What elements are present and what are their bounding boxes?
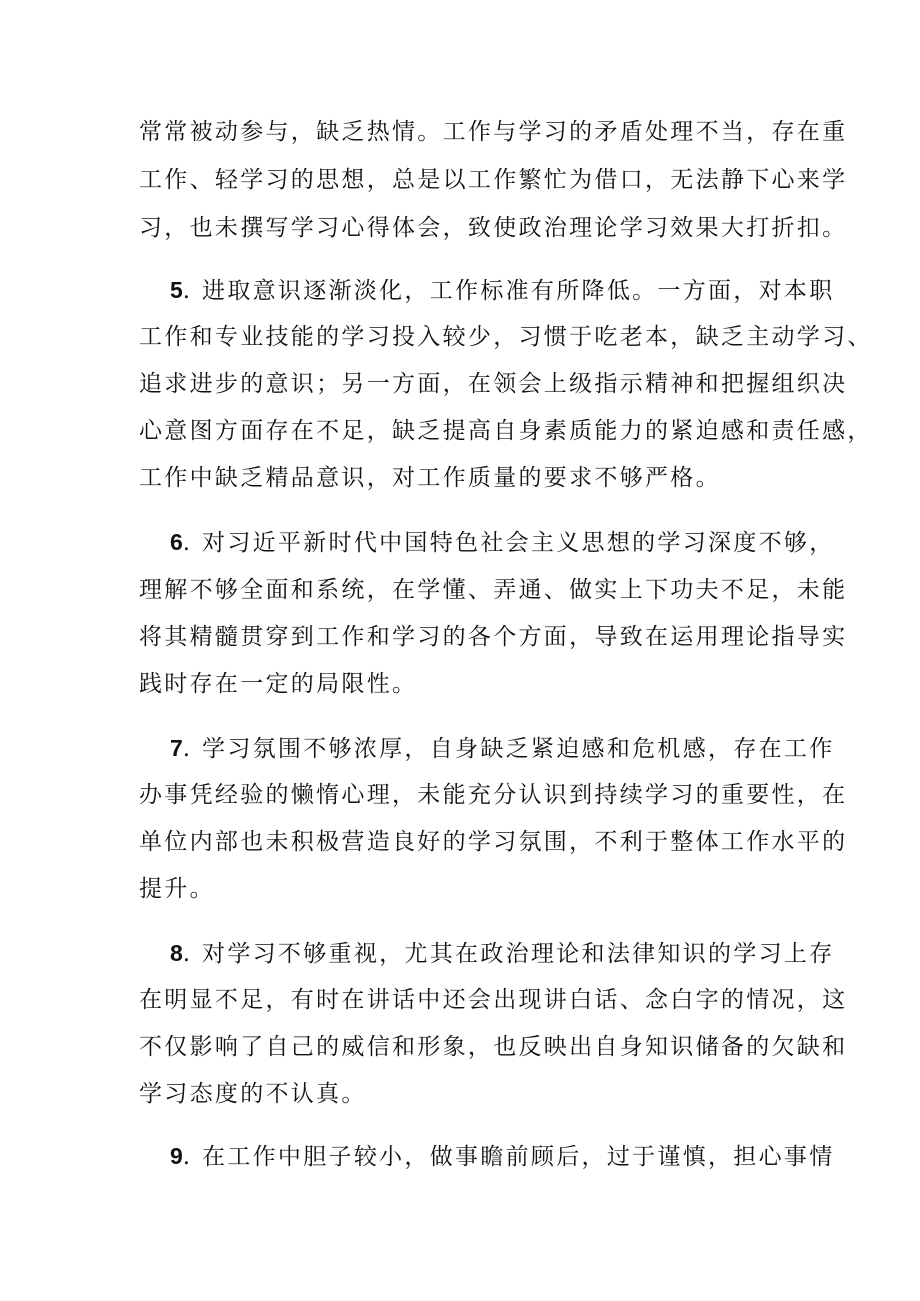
text-line: 单位内部也未积极营造良好的学习氛围，不利于整体工作水平的 <box>139 829 848 855</box>
item-7-first-line <box>170 733 835 764</box>
item-9-first-line <box>170 1141 835 1172</box>
text-line: 习，也未撰写学习心得体会，致使政治理论学习效果大打折扣。 <box>139 215 848 241</box>
text-line: 理解不够全面和系统，在学懂、弄通、做实上下功夫不足，未能 <box>139 577 848 603</box>
item-text: . 在工作中胆子较小，做事瞻前顾后，过于谨慎，担心事情 <box>182 1144 835 1170</box>
text-line: 常常被动参与，缺乏热情。工作与学习的矛盾处理不当，存在重 <box>139 119 848 145</box>
text-line: 工作中缺乏精品意识，对工作质量的要求不够严格。 <box>139 465 721 491</box>
text-line: 在明显不足，有时在讲话中还会出现讲白话、念白字的情况，这 <box>139 987 848 1013</box>
text-line: 办事凭经验的懒惰心理，未能充分认识到持续学习的重要性，在 <box>139 782 848 808</box>
text-line: 践时存在一定的局限性。 <box>139 671 418 697</box>
item-number: 9 <box>170 1143 183 1169</box>
item-text: . 对学习不够重视，尤其在政治理论和法律知识的学习上存 <box>182 941 835 967</box>
text-line: 提升。 <box>139 876 215 902</box>
text-line: 学习态度的不认真。 <box>139 1081 367 1107</box>
item-number: 8 <box>170 940 183 966</box>
text-line: 工作和专业技能的学习投入较少，习惯于吃老本，缺乏主动学习、 <box>139 324 873 350</box>
text-line: 心意图方面存在不足，缺乏提高自身素质能力的紧迫感和责任感， <box>139 418 873 444</box>
item-8-first-line <box>170 938 835 969</box>
item-number: 6 <box>170 529 183 555</box>
item-text: . 对习近平新时代中国特色社会主义思想的学习深度不够， <box>182 530 835 556</box>
item-number: 7 <box>170 735 183 761</box>
text-line: 工作、轻学习的思想，总是以工作繁忙为借口，无法静下心来学 <box>139 167 848 193</box>
item-6-first-line <box>170 527 835 558</box>
text-line: 追求进步的意识；另一方面，在领会上级指示精神和把握组织决 <box>139 371 848 397</box>
text-line: 将其精髓贯穿到工作和学习的各个方面，导致在运用理论指导实 <box>139 624 848 650</box>
item-text: . 进取意识逐渐淡化，工作标准有所降低。一方面，对本职 <box>182 278 835 304</box>
item-number: 5 <box>170 277 183 303</box>
text-line: 不仅影响了自己的威信和形象，也反映出自身知识储备的欠缺和 <box>139 1034 848 1060</box>
item-text: . 学习氛围不够浓厚，自身缺乏紧迫感和危机感，存在工作 <box>182 736 835 762</box>
item-5-first-line <box>170 275 835 306</box>
